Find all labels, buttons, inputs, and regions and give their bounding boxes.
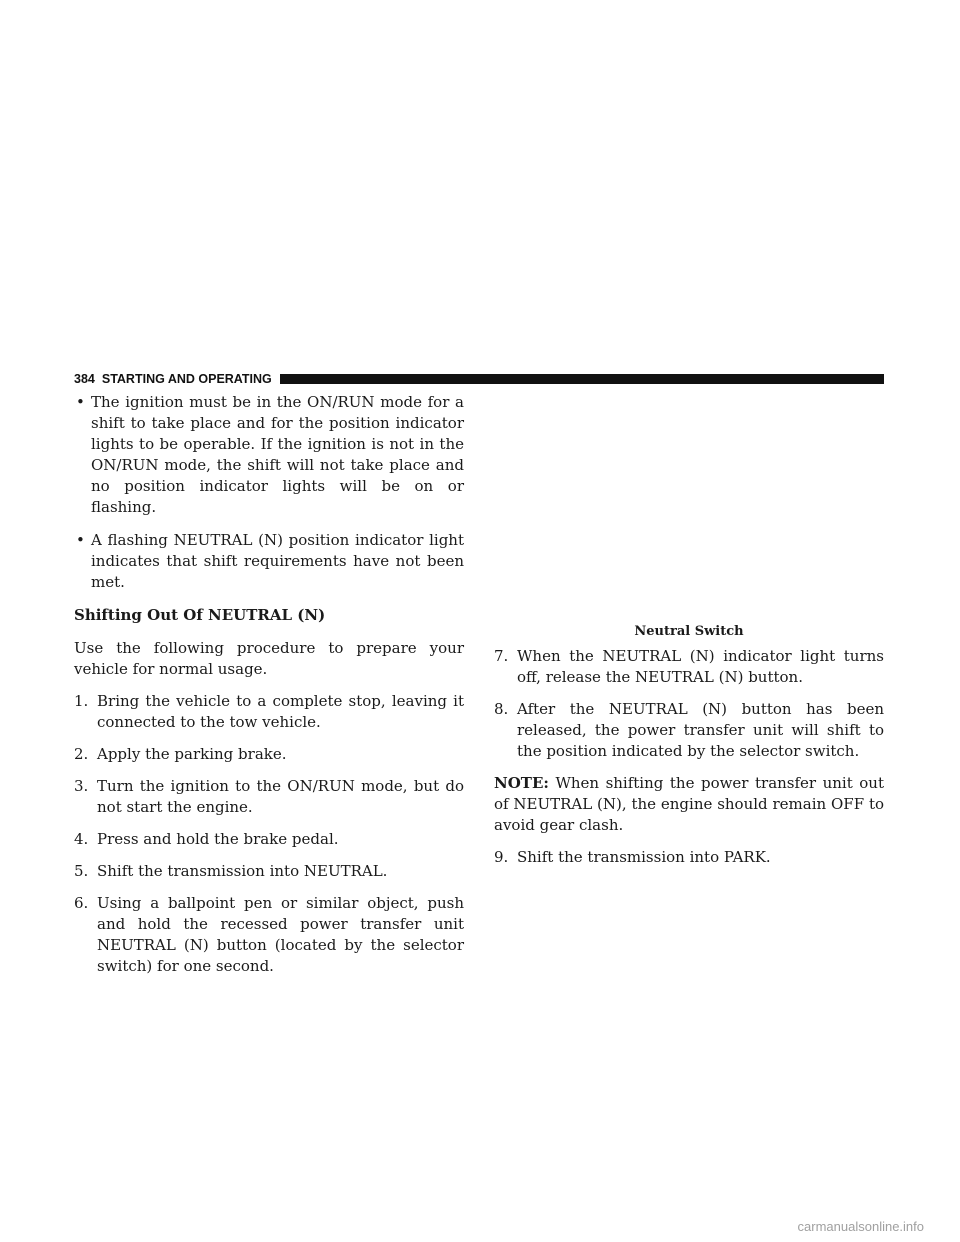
section-title: STARTING AND OPERATING <box>101 372 272 386</box>
page-number: 384 <box>74 372 95 386</box>
procedure-step <box>494 646 884 688</box>
step-text: Apply the parking brake. <box>97 745 287 763</box>
bullet-item <box>74 392 464 518</box>
step-number: 1. <box>74 692 89 710</box>
note-paragraph <box>494 773 884 836</box>
bullet-text: A flashing NEUTRAL (N) position indicator light indicates that shift requirements have not been met. <box>91 531 464 591</box>
procedure-step <box>74 744 464 765</box>
note-text: When shifting the power transfer unit out of NEUTRAL (N), the engine should remain OFF to avoid gear clash. <box>494 774 884 834</box>
bullet-text: The ignition must be in the ON/RUN mode for a shift to take place and for the position indicator lights to be operable. If the ignition is not in the ON/RUN mode, the shift will not take place and no position indicator lights will be on or flashing. <box>91 393 464 516</box>
section-heading: Shifting Out Of NEUTRAL (N) <box>74 606 326 624</box>
procedure-step <box>74 829 464 850</box>
procedure-step <box>74 861 464 882</box>
step-text: Press and hold the brake pedal. <box>97 830 339 848</box>
step-number: 3. <box>74 777 89 795</box>
watermark: carmanualsonline.info <box>797 1219 924 1234</box>
step-text: Shift the transmission into NEUTRAL. <box>97 862 388 880</box>
header-rule <box>280 374 884 384</box>
step-text: Turn the ignition to the ON/RUN mode, but do not start the engine. <box>97 777 464 816</box>
step-number: 5. <box>74 862 89 880</box>
step-number: 6. <box>74 894 89 912</box>
right-column <box>494 622 884 879</box>
intro-paragraph: Use the following procedure to prepare your vehicle for normal usage. <box>74 639 464 678</box>
procedure-step <box>74 691 464 733</box>
step-number: 8. <box>494 700 509 718</box>
step-text: Using a ballpoint pen or similar object, push and hold the recessed power transfer unit NEUTRAL (N) button (located by the selector switch) for one second. <box>97 894 464 975</box>
step-number: 4. <box>74 830 89 848</box>
procedure-step <box>74 893 464 977</box>
bullet-icon: • <box>76 531 85 549</box>
step-text: Bring the vehicle to a complete stop, leaving it connected to the tow vehicle. <box>97 692 464 731</box>
step-number: 7. <box>494 647 509 665</box>
step-text: When the NEUTRAL (N) indicator light turns off, release the NEUTRAL (N) button. <box>517 647 884 686</box>
step-number: 9. <box>494 848 509 866</box>
procedure-step <box>494 847 884 868</box>
step-text: After the NEUTRAL (N) button has been released, the power transfer unit will shift to the position indicated by the selector switch. <box>517 700 884 760</box>
procedure-step <box>74 776 464 818</box>
step-text: Shift the transmission into PARK. <box>517 848 771 866</box>
bullet-icon: • <box>76 393 85 411</box>
figure-caption: Neutral Switch <box>634 624 744 639</box>
note-label: NOTE: <box>494 774 549 792</box>
left-column <box>74 392 464 988</box>
bullet-item <box>74 530 464 593</box>
procedure-step <box>494 699 884 762</box>
step-number: 2. <box>74 745 89 763</box>
page-header <box>74 370 884 388</box>
